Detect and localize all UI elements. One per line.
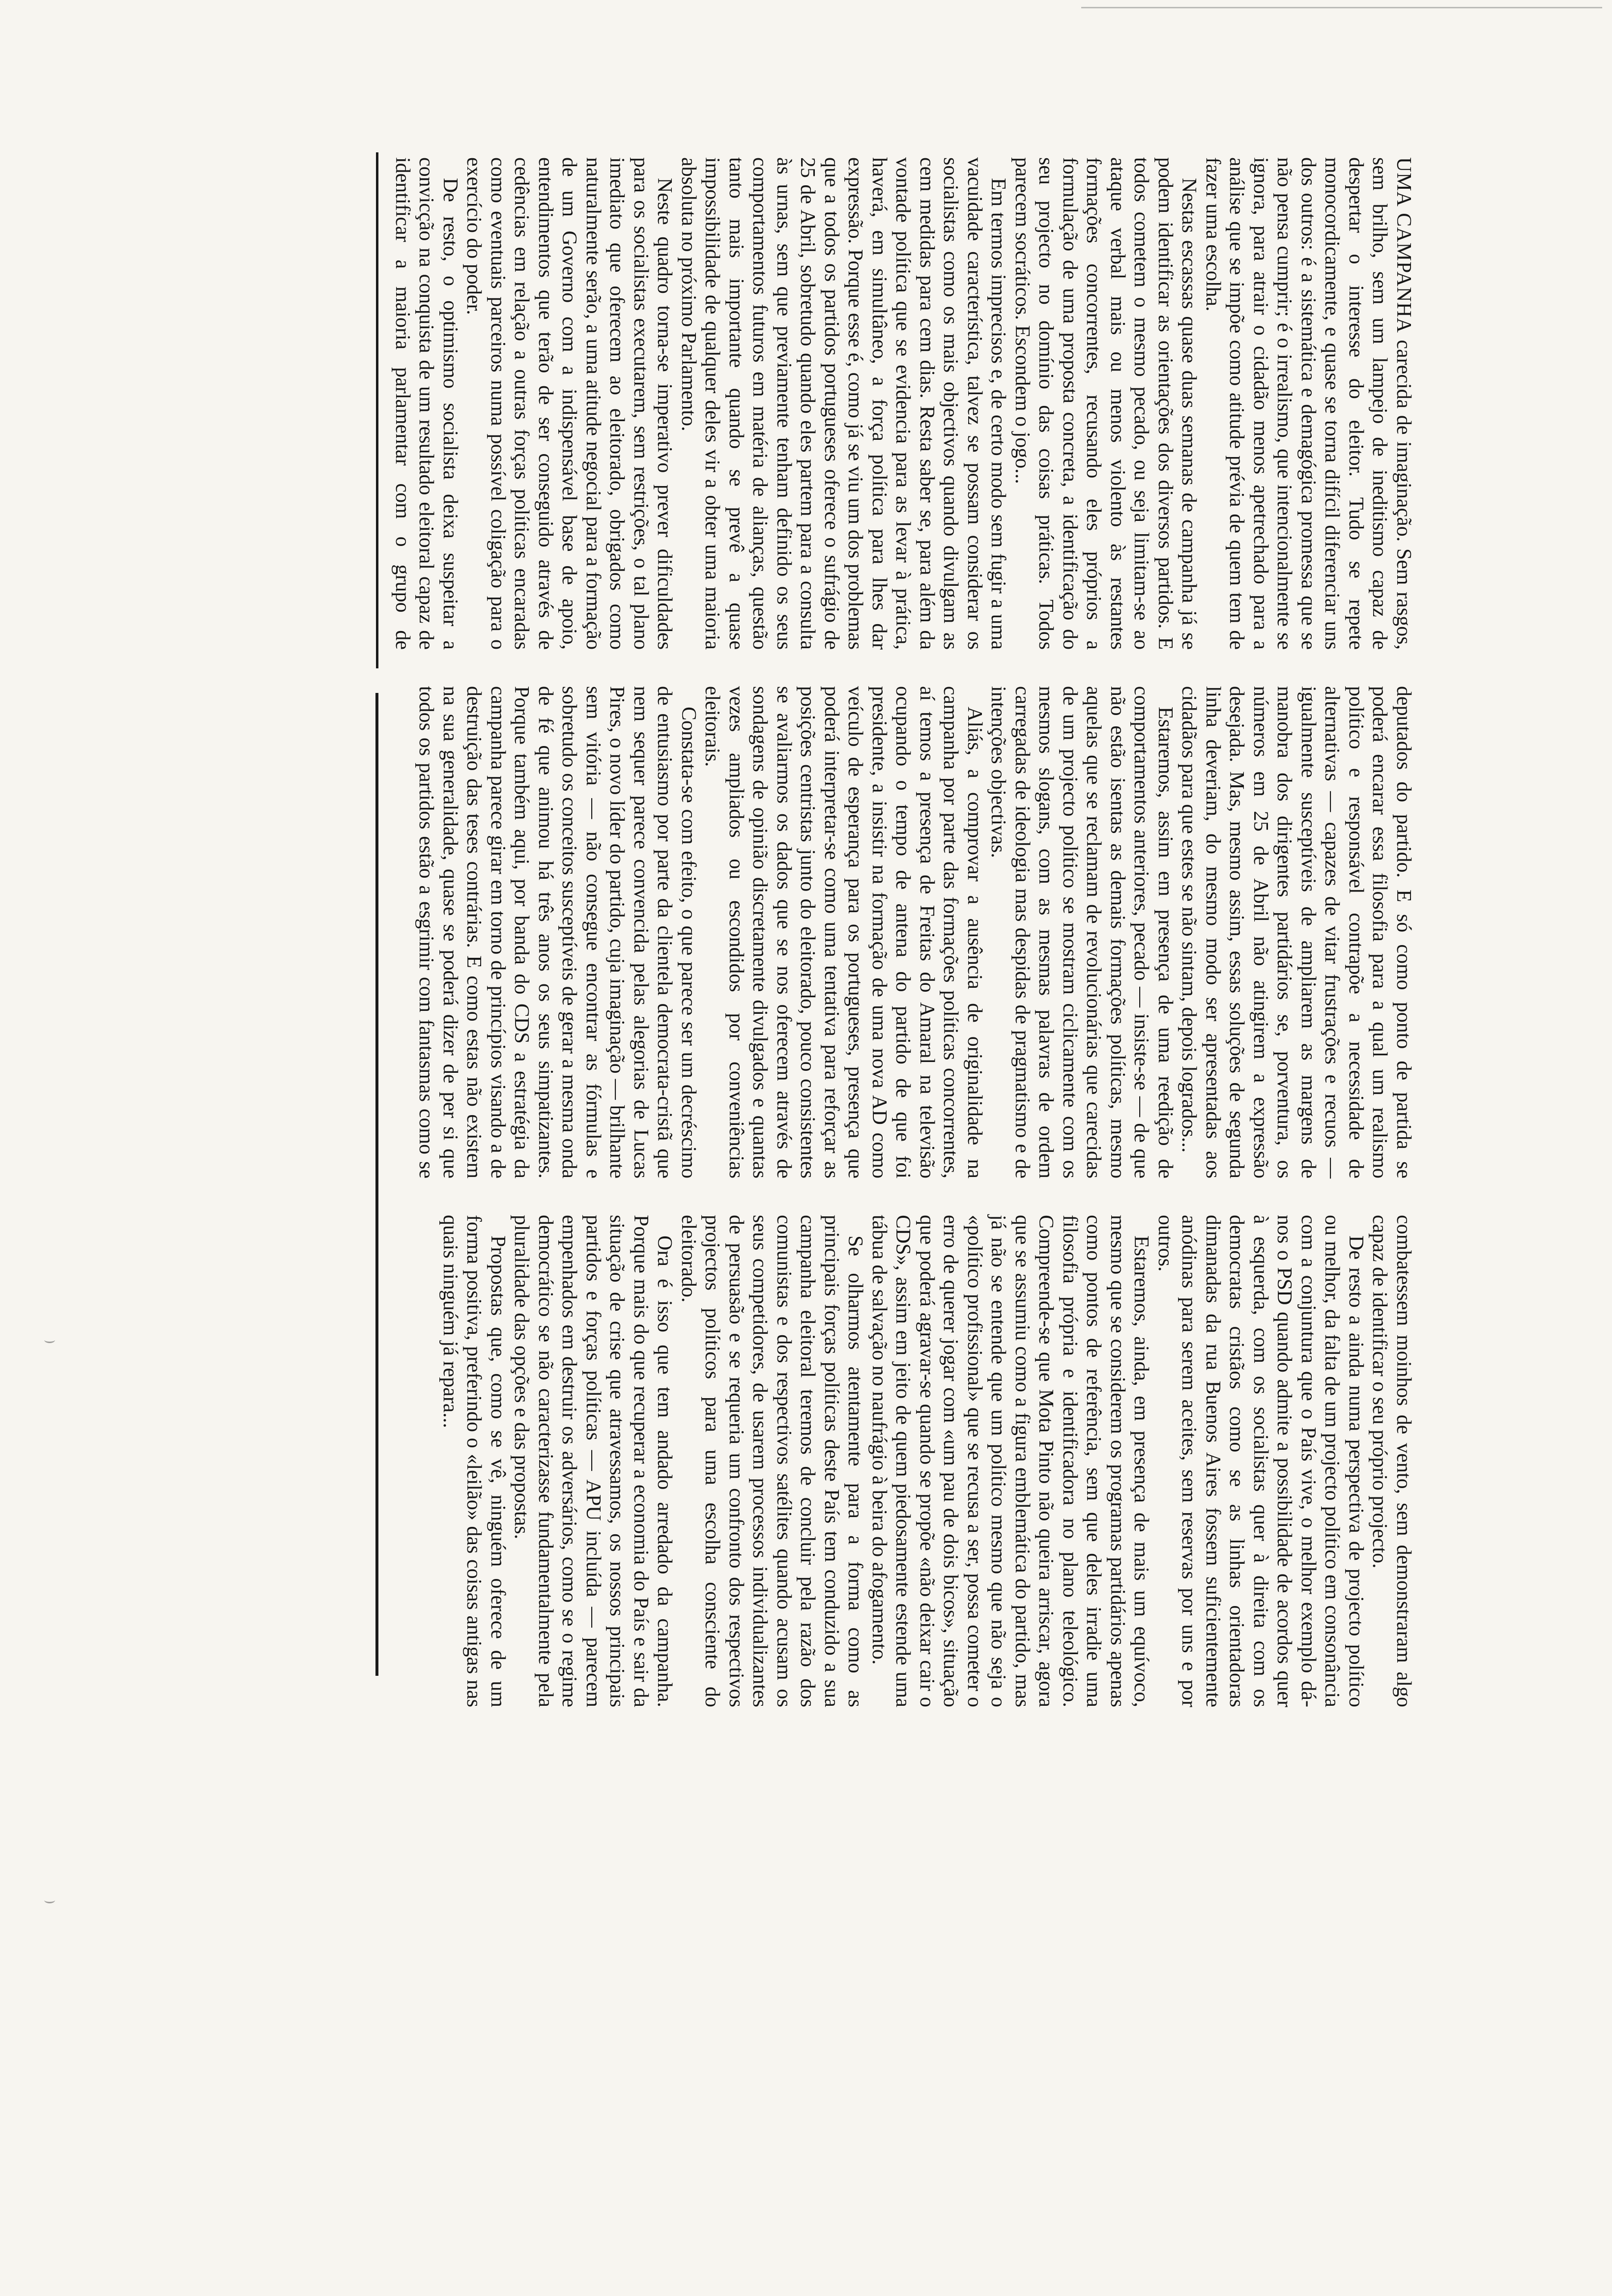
paragraph: Neste quadro torna-se imperativo prever dificuldades para os socialistas executarem, sem restrições, o tal plano imediato que oferecem ao eleitorado, obrigados como naturalmente serão, a uma atitude negocial para a formação de um Governo com a indispensável base de apoio, entendimentos que terão de ser conseguido através de cedências em relação a outras forças políticas encaradas como eventuais parceiros numa possível coligação para o exercício do poder.: [462, 157, 676, 650]
paragraph: Aliás, a comprovar a ausência de originalidade na campanha por parte das formações políticas concorrentes, aí temos a presença de Freitas do Amaral na televisão ocupando o tempo de antena do partido de que foi presidente, a insistir na formação de uma nova AD como veículo de esperança para os portugueses, presença que poderá interpretar-se como uma tentativa para reforçar as posições centristas junto do eleitorado, pouco consistentes se avaliarmos os dados que se nos oferecem através de sondagens de opinião discretamente divulgados e quantas vezes ampliados ou escondidos por conveniências eleitorais.: [701, 686, 986, 1178]
paragraph: De resto, o optimismo socialista deixa suspeitar a convicção na conquista de um resultado eleitoral capaz de identificar a maioria parlamentar com o grupo de deputados do partido. E só como ponto de partida se poderá encarar essa filosofia para a qual um realismo político e responsável contrapõe a necessidade de alternativas — capazes de vitar frustrações e recuos — igualmente susceptíveis de ampliarem as margens de manobra dos dirigentes partidários se, porventura, os números em 25 de Abril não atingirem a expressão desejada. Mas, mesmo assim, essas soluções de segunda linha deveriam, do mesmo modo ser apresentadas aos cidadãos para que estes se não sintam, depois logrados...: [391, 157, 1415, 1178]
paragraph: Estaremos, ainda, em presença de mais um equívoco, mesmo que se considerem os programas partidários apenas como pontos de referência, sem que deles irradie uma filosofia própria e identificadora no plano teleológico. Compreende-se que Mota Pinto não queira arriscar, agora que se assumiu como a figura emblemática do partido, mas já não se entende que um político mesmo que não seja o «político profissional» que se recusa a ser, possa cometer o erro de querer jogar com «um pau de dois bicos», situação que poderá agravar-se quando se propõe «não deixar cair o CDS», assim em jeito de quem piedosamente estende uma tábua de salvação no naufrágio à beira do afogamento.: [868, 1215, 1153, 1707]
scan-mark: [44, 1897, 55, 1903]
paragraph: Se olharmos atentamente para a forma como as principais forças políticas deste País tem conduzido a sua campanha eleitoral teremos de concluir pela razão dos comunistas e dos respectivos satélites quando acusam os seus competidores, de usarem processos individualizantes de persuasão e se requeria um confronto dos respectivos projectos políticos para uma escolha consciente do eleitorado.: [677, 1215, 867, 1707]
scan-edge-top: [1081, 7, 1602, 10]
lead-words: UMA CAMPANHA: [1392, 157, 1415, 333]
paragraph: Constata-se com efeito, o que parece ser um decréscimo de entusiasmo por parte da clientela democrata-cristã que nem sequer parece convencida pelas alegorias de Lucas Pires, o novo líder do partido, cuja imaginação — brilhante sem vitória — não consegue encontrar as fórmulas e sobretudo os conceitos susceptíveis de gerar a mesma onda de fé que animou há três anos os seus simpatizantes. Porque também aqui, por banda do CDS a estratégia da campanha parece girar em torno de princípios visando a de destruição das teses contrárias. E como estas não existem na sua generalidade, quase se poderá dizer de per si que todos os partidos estão a esgrimir com fantasmas como se combatessem moinhos de vento, sem demonstraram algo capaz de identificar o seu próprio projecto.: [415, 686, 1415, 1707]
article-columns: [388, 152, 1415, 2241]
paragraph: Ora é isso que tem andado arredado da campanha. Porque mais do que recuperar a economia do País e sair da situação de crise que atravessamos, os nossos principais partidos e forças políticas — APU incluída — parecem empenhados em destruir os adversários, como se o regime democrático se não caracterizasse fundamentalmente pela pluralidade das opções e das propostas.: [510, 1215, 676, 1707]
scan-mark: [44, 1337, 55, 1343]
paragraph: Estaremos, assim em presença de uma reedição de comportamentos anteriores, pecado — insiste-se — de que não estão isentas as demais formações políticas, mesmo aquelas que se reclamam de revolucionárias que carecidas de um projecto político se mostram ciclicamente com os mesmos slogans, com as mesmas palavras de ordem carregadas de ideologia mas despidas de pragmatismo e de intenções objectivas.: [987, 686, 1177, 1178]
paragraph: Propostas que, como se vê, ninguém oferece de um forma positiva, preferindo o «leilão» das coisas antigas nas quais ninguém já repara...: [439, 1215, 509, 1707]
paragraph: UMA CAMPANHA carecida de imaginação. Sem rasgos, sem brilho, sem um lampejo de ineditismo capaz de despertar o interesse do eleitor. Tudo se repete monocordicamente, e quase se torna difícil diferenciar uns dos outros: é a sistemática e demagógica promessa que se não pensa cumprir; é o irrealismo, que intencionalmente se ignora, para atrair o cidadão menos apetrechado para a análise que se impõe como atitude prévia de quem tem de fazer uma escolha.: [1202, 157, 1415, 650]
bottom-rule: [375, 693, 378, 1676]
bottom-rule-left: [376, 152, 378, 668]
paragraph: Nestas escassas quase duas semanas de campanha já se podem identificar as orientações dos diversos partidos. E todos cometem o mesmo pecado, ou seja limitam-se ao ataque verbal mais ou menos violento às restantes formações concorrentes, recusando eles próprios a formulação de uma proposta concreta, a identificação do seu projecto no domínio das coisas práticas. Todos parecem socráticos. Escondem o jogo...: [1011, 157, 1201, 650]
paragraph: De resto a ainda numa perspectiva de projecto político ou melhor, da falta de um projecto político em consonância com a conjuntura que o País vive, o melhor exemplo dá-nos o PSD quando admite a possibilidade de acordos quer à esquerda, com os socialistas quer à direita com os democratas cristãos como se as linhas orientadoras dimanadas da rua Buenos Aires fossem suficientemente anódinas para serem aceites, sem reservas por uns e por outros.: [1154, 1215, 1367, 1707]
rotated-article: [364, 152, 1415, 2241]
paragraph: Em termos imprecisos e, de certo modo sem fugir a uma vacuidade característica, talvez se possam considerar os socialistas como os mais objectivos quando divulgam as cem medidas para cem dias. Resta saber se, para além da vontade política que se evidencia para as levar à prática, haverá, em simultâneo, a força política para lhes dar expressão. Porque esse é, como já se viu um dos problemas que a todos os partidos portugueses oferece o sufrágio de 25 de Abril, sobretudo quando eles partem para a consulta às urnas, sem que previamente tenham definido os seus comportamentos futuros em matéria de alianças, questão tanto mais importante quando se prevê a quase impossibilidade de qualquer deles vir a obter uma maioria absoluta no próximo Parlamento.: [677, 157, 1010, 650]
